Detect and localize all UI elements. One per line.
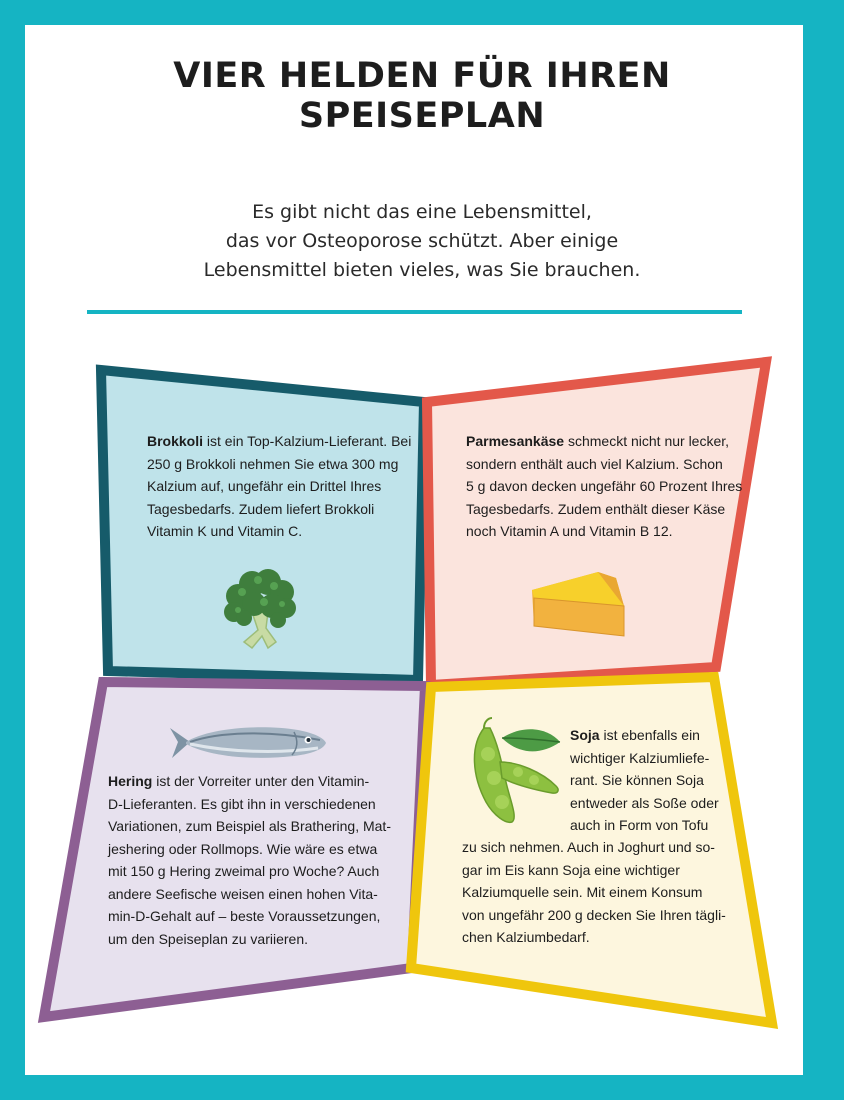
- parmesan-line: 5 g davon decken ungefähr 60 Prozent Ihres: [466, 478, 743, 494]
- hering-line: Variationen, zum Beispiel als Brathering, Mat-: [108, 818, 391, 834]
- hering-line: D-Lieferanten. Es gibt ihn in verschiedenen: [108, 795, 376, 812]
- hering-line: andere Seefische weisen einen hohen Vita-: [108, 885, 378, 902]
- hering-line: um den Speiseplan zu variieren.: [108, 930, 309, 947]
- broccoli-icon: [218, 566, 300, 652]
- soja-line: gar im Eis kann Soja eine wichtiger: [462, 861, 680, 878]
- soja-line: ist ebenfalls ein: [599, 727, 700, 743]
- soja-line: zu sich nehmen. Auch in Joghurt und so-: [462, 839, 715, 855]
- parmesan-line: Tagesbedarfs. Zudem enthält dieser Käse: [466, 500, 726, 517]
- hering-line: ist der Vorreiter unter den Vitamin-: [152, 773, 370, 789]
- parmesan-name: Parmesankäse: [466, 433, 565, 449]
- soja-line: auch in Form von Tofu: [570, 817, 709, 833]
- fish-icon: [168, 722, 328, 766]
- brokkoli-line: Vitamin K und Vitamin C.: [147, 523, 303, 539]
- hering-line: min-D-Gehalt auf – beste Voraussetzungen,: [108, 908, 381, 924]
- parmesan-line: sondern enthält auch viel Kalzium. Schon: [466, 455, 723, 472]
- soja-line: von ungefähr 200 g decken Sie Ihren tägli-: [462, 906, 726, 923]
- title-line-2: SPEISEPLAN: [298, 96, 546, 136]
- brokkoli-line: 250 g Brokkoli nehmen Sie etwa 300 mg: [147, 455, 399, 472]
- soja-name: Soja: [570, 727, 600, 743]
- intro-line: Lebensmittel bieten vieles, was Sie brauchen.: [203, 259, 641, 281]
- brokkoli-text: [147, 430, 411, 543]
- brokkoli-line: Tagesbedarfs. Zudem liefert Brokkoli: [147, 500, 375, 517]
- soybean-icon: [466, 716, 566, 828]
- brokkoli-line: ist ein Top-Kalzium-Lieferant. Bei: [203, 433, 412, 449]
- parmesan-line: noch Vitamin A und Vitamin B 12.: [466, 523, 673, 539]
- soja-text-top: [570, 724, 719, 837]
- soja-line: entweder als Soße oder: [570, 794, 719, 811]
- hering-text: [108, 770, 391, 950]
- soja-line: chen Kalziumbedarf.: [462, 929, 590, 945]
- hering-line: mit 150 g Hering zweimal pro Woche? Auch: [108, 863, 380, 879]
- soja-line: Kalziumquelle sein. Mit einem Konsum: [462, 884, 703, 900]
- soja-line: wichtiger Kalziumliefe-: [570, 749, 710, 766]
- cheese-icon: [528, 568, 628, 640]
- intro-line: Es gibt nicht das eine Lebensmittel,: [252, 201, 592, 223]
- parmesan-text: [466, 430, 742, 543]
- hering-line: jeshering oder Rollmops. Wie wäre es etwa: [108, 840, 378, 857]
- soja-text-bottom: [462, 836, 726, 949]
- soja-line: rant. Sie können Soja: [570, 772, 704, 788]
- intro-line: das vor Osteoporose schützt. Aber einige: [225, 230, 619, 252]
- brokkoli-line: Kalzium auf, ungefähr ein Drittel Ihres: [147, 478, 382, 494]
- hering-name: Hering: [108, 773, 153, 789]
- title-line-1: VIER HELDEN FÜR IHREN: [173, 56, 671, 96]
- parmesan-line: schmeckt nicht nur lecker,: [564, 433, 730, 449]
- brokkoli-name: Brokkoli: [147, 433, 204, 449]
